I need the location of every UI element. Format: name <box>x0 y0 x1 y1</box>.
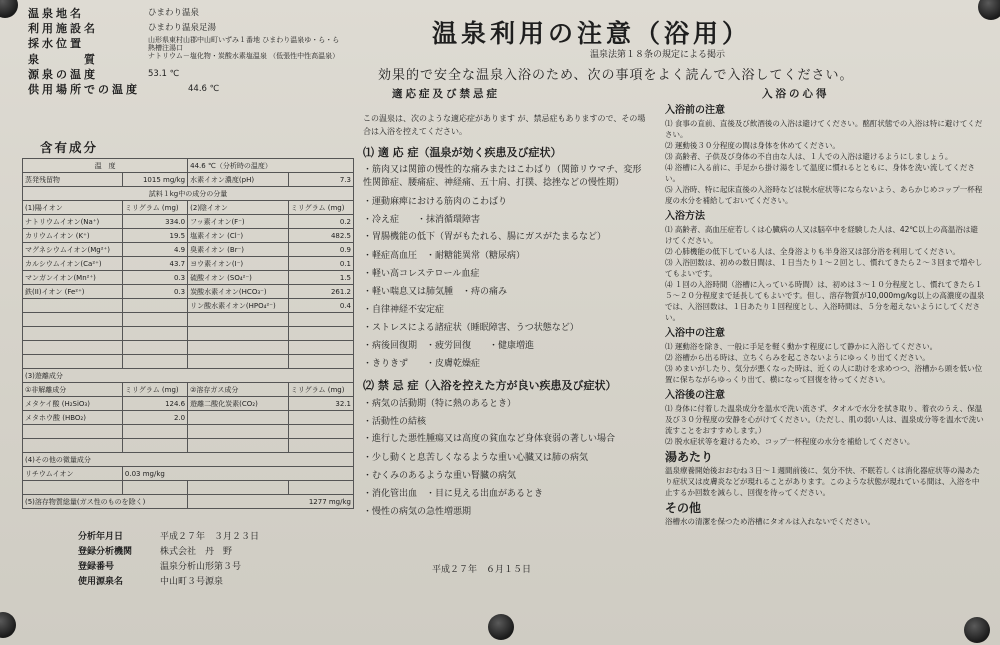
table-row <box>23 215 354 229</box>
mg-label: ミリグラム (mg) <box>288 383 353 397</box>
table-row <box>23 299 354 313</box>
header-label: 泉 質 <box>28 53 98 66</box>
ion-name: カルシウムイオン(Ca²⁺) <box>23 257 123 271</box>
ion-value <box>122 299 187 313</box>
rule-line: 温泉療養開始後おおむね３日～１週間前後に、気分不快、不眠若しくは消化器症状等の湯あたり症状又は皮膚炎などが現れることがあります。このような状態が現れている間は、入浴を中止するか回数を減らし、回復を待ってください。 <box>665 466 980 497</box>
list-item: ・ストレスによる諸症状（睡眠障害、うつ状態など） <box>363 323 579 333</box>
component-name <box>188 411 289 425</box>
component-value: 2.0 <box>122 411 187 425</box>
list-item: ・少し動くと息苦しくなるような重い心臓又は肺の病気 <box>363 453 589 463</box>
rule-line: ⑶ めまいがしたり、気分が悪くなった時は、近くの人に助けを求めつつ、浴槽から頭を低い位置に保ちながらゆっくり出て、横になって回復を待ってください。 <box>665 364 983 384</box>
footer-label: 使用源泉名 <box>78 577 124 587</box>
list-item: ・軽症高血圧 ・耐糖能異常（糖尿病） <box>363 251 526 261</box>
footer-value: 株式会社 丹 野 <box>160 547 233 557</box>
header-value: 44.6 ℃ <box>188 84 220 94</box>
header-label: 源泉の温度 <box>28 68 98 81</box>
rule-line: ⑷ １回の入浴時間（浴槽に入っている時間）は、初めは３～１０分程度とし、慣れてきたら１５～２０分程度まで延長してもよいです。但し、溶存物質が10,000mg/kg以上の高濃度の温泉では、入浴回数は、１日あたり１回程度とし、入浴時間は、５分を超えないようにしてください。 <box>665 280 985 322</box>
ion-name: マグネシウムイオン(Mg²⁺) <box>23 243 123 257</box>
ion-value: 0.3 <box>122 271 187 285</box>
ion-value: 334.0 <box>122 215 187 229</box>
list-item: ・消化管出血 ・目に見える出血があるとき <box>363 489 544 499</box>
indication-heading: 適応症及び禁忌症 <box>392 88 500 100</box>
ion-value: 0.1 <box>288 257 353 271</box>
section-heading: 入浴後の注意 <box>665 390 725 401</box>
header-label: 温泉地名 <box>28 7 84 20</box>
gas-heading: ②溶存ガス成分 <box>188 383 289 397</box>
other-value: 0.03 mg/kg <box>122 467 353 481</box>
table-row <box>23 467 354 481</box>
ion-value: 0.3 <box>122 285 187 299</box>
header-value: 山形県東村山郡中山町いずみ１番地 ひまわり温泉ゆ・ら・ら 熱槽注湯口 <box>148 36 347 52</box>
ion-name: 炭酸水素イオン(HCO₃⁻) <box>188 285 289 299</box>
undissoc-heading: (3)遊離成分 <box>23 369 354 383</box>
table-row <box>23 257 354 271</box>
section-heading: 入浴方法 <box>665 211 705 222</box>
rule-line: 浴槽水の清潔を保つため浴槽にタオルは入れないでください。 <box>665 517 875 526</box>
bolt-icon <box>978 0 1000 20</box>
ion-name: 硫酸イオン (SO₄²⁻) <box>188 271 289 285</box>
mg-label: ミリグラム (mg) <box>122 383 187 397</box>
ph-label: 水素イオン濃度(pH) <box>188 173 289 187</box>
ion-value: 261.2 <box>288 285 353 299</box>
ion-name: 臭素イオン (Br⁻) <box>188 243 289 257</box>
list-item: ・冷え症 ・抹消循環障害 <box>363 215 481 225</box>
ph-value: 7.3 <box>288 173 353 187</box>
header-label: 採水位置 <box>28 37 84 50</box>
ion-value: 1.5 <box>288 271 353 285</box>
indications-heading: ⑴ 適 応 症（温泉が効く疾患及び症状） <box>363 146 562 159</box>
ion-value: 19.5 <box>122 229 187 243</box>
list-item: ・むくみのあるような重い腎臓の病気 <box>363 471 517 481</box>
footer-value: 平成２７年 ３月２３日 <box>160 532 260 542</box>
rule-line: ⑵ 心肺機能の低下している人は、全身浴よりも半身浴又は部分浴を利用してください。 <box>665 247 960 256</box>
list-item: ・きりきず ・皮膚乾燥症 <box>363 359 481 369</box>
list-item: ・自律神経不安定症 <box>363 305 445 315</box>
component-value <box>288 411 353 425</box>
footer-label: 登録分析機関 <box>78 547 133 557</box>
header-value: ひまわり温泉足湯 <box>148 23 217 33</box>
component-name: メタホウ酸 (HBO₂) <box>23 411 123 425</box>
list-item: ・活動性の結核 <box>363 417 427 427</box>
list-item: ・軽い喘息又は肺気腫 ・痔の痛み <box>363 287 508 297</box>
component-name: メタケイ酸 (H₂SiO₃) <box>23 397 123 411</box>
footer-label: 登録番号 <box>78 562 115 572</box>
rule-line: ⑴ 身体に付着した温泉成分を温水で洗い流さず、タオルで水分を拭き取り、着衣のうえ、保温及び３０分程度の安静を心がけてください。（ただし、肌の弱い人は、温泉成分等を温水で洗い流すことをおすすめします。） <box>665 404 984 435</box>
list-item: ・病気の活動期（特に熱のあるとき） <box>363 399 517 409</box>
ion-name <box>23 299 123 313</box>
ion-value: 482.5 <box>288 229 353 243</box>
bolt-icon <box>0 0 18 18</box>
anion-heading: (2)陰イオン <box>188 201 289 215</box>
header-value: 53.1 ℃ <box>148 69 180 79</box>
list-item: ・軽い高コレステロール血症 <box>363 269 480 279</box>
rule-line: ⑴ 食事の直前、直後及び飲酒後の入浴は避けてください。酩酊状態での入浴は特に避けてください。 <box>665 119 983 139</box>
bolt-icon <box>0 612 16 638</box>
ion-value: 4.9 <box>122 243 187 257</box>
list-item: ・慢性の病気の急性増悪期 <box>363 507 472 517</box>
table-row <box>23 229 354 243</box>
section-heading: 入浴中の注意 <box>665 328 725 339</box>
section-heading: 入浴前の注意 <box>665 105 725 116</box>
ion-value: 0.9 <box>288 243 353 257</box>
ion-name: フッ素イオン(F⁻) <box>188 215 289 229</box>
rule-line: ⑶ 高齢者、子供及び身体の不自由な人は、１人での入浴は避けるようにしましょう。 <box>665 152 953 161</box>
contraindications-heading: ⑵ 禁 忌 症（入浴を控えた方が良い疾患及び症状） <box>363 379 617 392</box>
bathing-rules <box>665 100 985 527</box>
mg-label: ミリグラム (mg) <box>122 201 187 215</box>
footer-value: 温泉分析山形第３号 <box>160 562 242 572</box>
component-value: 32.1 <box>288 397 353 411</box>
bolt-icon <box>488 614 514 640</box>
residue-value: 1015 mg/kg <box>122 173 187 187</box>
total-value: 1277 mg/kg <box>188 495 354 509</box>
ion-name: カリウムイオン (K⁺) <box>23 229 123 243</box>
indications-block <box>363 144 648 521</box>
ion-name: ナトリウムイオン(Na⁺) <box>23 215 123 229</box>
bathing-rules-heading: 入浴の心得 <box>762 88 830 100</box>
notice-date: 平成２７年 ６月１５日 <box>432 565 532 575</box>
list-item: ・筋肉又は関節の慢性的な痛みまたはこわばり（関節リウマチ、変形性関節症、腰痛症、神経痛、五十肩、打撲、捻挫などの慢性期） <box>363 165 642 188</box>
ion-name: リン酸水素イオン(HPO₄²⁻) <box>188 299 289 313</box>
header-label: 供用場所での温度 <box>28 83 140 96</box>
table-row <box>23 271 354 285</box>
temp-value: 44.6 ℃（分析時の温度） <box>188 159 354 173</box>
mg-label: ミリグラム (mg) <box>288 201 353 215</box>
ion-value: 43.7 <box>122 257 187 271</box>
ion-value: 0.2 <box>288 215 353 229</box>
footer-label: 分析年月日 <box>78 532 124 542</box>
page-title: 温泉利用の注意（浴用） <box>432 19 752 48</box>
rule-line: ⑷ 浴槽に入る前に、手足から掛け湯をして温度に慣れるとともに、身体を洗い流してください。 <box>665 163 975 183</box>
list-item: ・胃腸機能の低下（胃がもたれる、腸にガスがたまるなど） <box>363 232 607 242</box>
table-row <box>23 285 354 299</box>
lead-text: 効果的で安全な温泉入浴のため、次の事項をよく読んで入浴してください。 <box>378 68 854 83</box>
ion-value: 0.4 <box>288 299 353 313</box>
ion-name: ヨウ素イオン(I⁻) <box>188 257 289 271</box>
section-heading: その他 <box>665 501 702 515</box>
rule-line: ⑶ 入浴回数は、初めの数日間は、１日当たり１～２回とし、慣れてきたら２～３回まで増やしてもよいです。 <box>665 258 983 278</box>
table-row <box>23 397 354 411</box>
residue-label: 蒸発残留物 <box>23 173 123 187</box>
component-value: 124.6 <box>122 397 187 411</box>
nongas-heading: ①非解離成分 <box>23 383 123 397</box>
header-label: 利用施設名 <box>28 22 98 35</box>
table-row <box>23 243 354 257</box>
ion-name: 塩素イオン (Cl⁻) <box>188 229 289 243</box>
other-heading: (4)その他の微量成分 <box>23 453 354 467</box>
list-item: ・運動麻痺における筋肉のこわばり <box>363 197 508 207</box>
header-value: ひまわり温泉 <box>148 8 200 18</box>
list-item: ・病後回復期 ・疲労回復 ・健康増進 <box>363 341 535 351</box>
list-item: ・進行した悪性腫瘍又は高度の貧血など身体衰弱の著しい場合 <box>363 434 616 444</box>
page-subtitle: 温泉法第１８条の規定による掲示 <box>590 50 726 60</box>
total-label: (5)溶存物質総量(ガス性のものを除く) <box>23 495 188 509</box>
rule-line: ⑵ 運動後３０分程度の間は身体を休めてください。 <box>665 141 840 150</box>
rule-line: ⑵ 浴槽から出る時は、立ちくらみを起こさないようにゆっくり出てください。 <box>665 353 930 362</box>
component-name: 遊離二酸化炭素(CO₂) <box>188 397 289 411</box>
header-value: ナトリウム－塩化物・炭酸水素塩温泉 （低張性中性高温泉） <box>148 52 340 60</box>
table-row <box>23 411 354 425</box>
rule-line: ⑸ 入浴時、特に起床直後の入浴時などは脱水症状等にならないよう、あらかじめコップ一杯程度の水分を補給しておいてください。 <box>665 185 983 205</box>
per-kg-label: 試料１kg中の成分の分量 <box>23 187 354 201</box>
components-table <box>22 158 354 509</box>
analysis-info <box>78 530 328 590</box>
bolt-icon <box>964 617 990 643</box>
ion-name: マンガンイオン(Mn²⁺) <box>23 271 123 285</box>
ion-name: 鉄(II)イオン (Fe²⁺) <box>23 285 123 299</box>
rule-line: ⑴ 運動浴を除き、一般に手足を軽く動かす程度にして静かに入浴してください。 <box>665 342 938 351</box>
intro-text: この温泉は、次のような適応症があります が、禁忌症もありますので、その場合は入浴を控えてください。 <box>363 114 646 136</box>
spring-info-header <box>28 6 348 97</box>
rule-line: ⑵ 脱水症状等を避けるため、コップ一杯程度の水分を補給してください。 <box>665 437 915 446</box>
other-name: リチウムイオン <box>23 467 123 481</box>
cation-heading: (1)陽イオン <box>23 201 123 215</box>
temp-label: 温 度 <box>23 159 188 173</box>
footer-value: 中山町３号源泉 <box>160 577 224 587</box>
components-title: 含有成分 <box>40 140 99 155</box>
rule-line: ⑴ 高齢者、高血圧症若しくは心臓病の人又は脳卒中を経験した人は、42℃以上の高温浴は避けてください。 <box>665 225 978 245</box>
section-heading: 湯あたり <box>665 450 714 464</box>
